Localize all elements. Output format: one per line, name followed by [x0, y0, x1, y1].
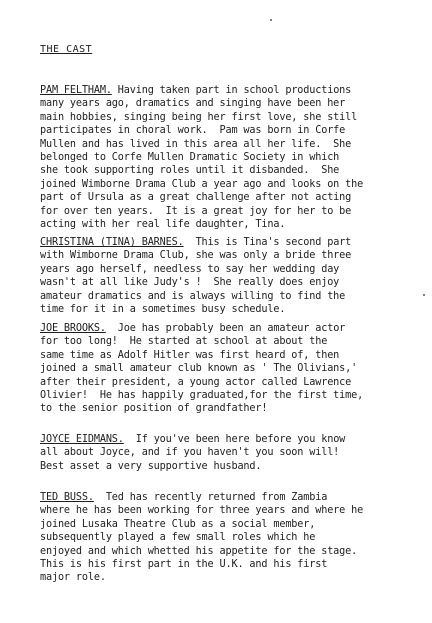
- bio-line: years ago herself, needless to say her wedding day: [40, 263, 340, 275]
- bio-line: major role.: [40, 572, 106, 584]
- cast-bio-joyce-eidmans: [40, 433, 420, 473]
- paper-speck: [270, 19, 272, 21]
- bio-line: same time as Adolf Hitler was first heard of, then: [40, 349, 340, 361]
- paper-speck: [423, 294, 425, 296]
- bio-line: joined a small amateur club known as ' The Olivians,': [40, 363, 358, 375]
- bio-line: CHRISTINA (TINA) BARNES. This is Tina's second part: [40, 237, 352, 248]
- bio-line: acting with her real life daughter, Tina.: [40, 218, 286, 230]
- bio-line: subsequently played a few small roles which he: [40, 532, 316, 544]
- bio-line: to the senior position of grandfather!: [40, 403, 268, 415]
- bio-line: time for it in a sometimes busy schedule.: [40, 303, 286, 315]
- bio-line: after their president, a young actor called Lawrence: [40, 376, 352, 388]
- bio-line: for over ten years. It is a great joy for her to be: [40, 205, 352, 217]
- bio-line: main hobbies, singing being her first love, she still: [40, 111, 358, 123]
- cast-name: TED BUSS.: [40, 492, 94, 503]
- bio-line: she took supporting roles until it disbanded. She: [40, 165, 340, 177]
- bio-line: Mullen and has lived in this area all her life. She: [40, 138, 352, 150]
- bio-line: with Wimborne Drama Club, she was only a bride three: [40, 250, 352, 262]
- bio-line: JOE BROOKS. Joe has probably been an amateur actor: [40, 323, 346, 334]
- bio-line: JOYCE EIDMANS. If you've been here before you know: [40, 434, 346, 445]
- bio-line: for too long! He started at school at about the: [40, 336, 328, 348]
- cast-bio-tina-barnes: [40, 236, 420, 316]
- bio-line: wasn't at all like Judy's ! She really does enjoy: [40, 277, 340, 289]
- bio-line: amateur dramatics and is always willing to find the: [40, 290, 346, 302]
- bio-line: many years ago, dramatics and singing have been her: [40, 98, 346, 110]
- bio-line: TED BUSS. Ted has recently returned from Zambia: [40, 492, 328, 503]
- cast-name: CHRISTINA (TINA) BARNES.: [40, 237, 184, 248]
- cast-bio-joe-brooks: [40, 322, 420, 416]
- bio-line: part of Ursula as a great challenge after not acting: [40, 192, 352, 204]
- bio-line: Olivier! He has happily graduated,for the first time,: [40, 389, 364, 401]
- bio-line: joined Wimborne Drama Club a year ago and looks on the: [40, 178, 364, 190]
- cast-name: PAM FELTHAM.: [40, 85, 112, 96]
- bio-line: This is his first part in the U.K. and his first: [40, 558, 328, 570]
- cast-name: JOYCE EIDMANS.: [40, 434, 124, 445]
- bio-line: all about Joyce, and if you haven't you soon will!: [40, 447, 340, 459]
- bio-line: where he has been working for three years and where he: [40, 505, 364, 517]
- cast-bio-pam-feltham: [40, 84, 420, 231]
- bio-line: PAM FELTHAM. Having taken part in school productions: [40, 85, 352, 96]
- bio-line: Best asset a very supportive husband.: [40, 460, 262, 472]
- bio-line: enjoyed and which whetted his appetite for the stage.: [40, 545, 358, 557]
- bio-line: belonged to Corfe Mullen Dramatic Society in which: [40, 151, 340, 163]
- cast-name: JOE BROOKS.: [40, 323, 106, 334]
- cast-bio-ted-buss: [40, 491, 420, 585]
- page-title: THE CAST: [40, 44, 93, 55]
- bio-line: joined Lusaka Theatre Club as a social member,: [40, 518, 316, 530]
- bio-line: participates in choral work. Pam was born in Corfe: [40, 125, 346, 137]
